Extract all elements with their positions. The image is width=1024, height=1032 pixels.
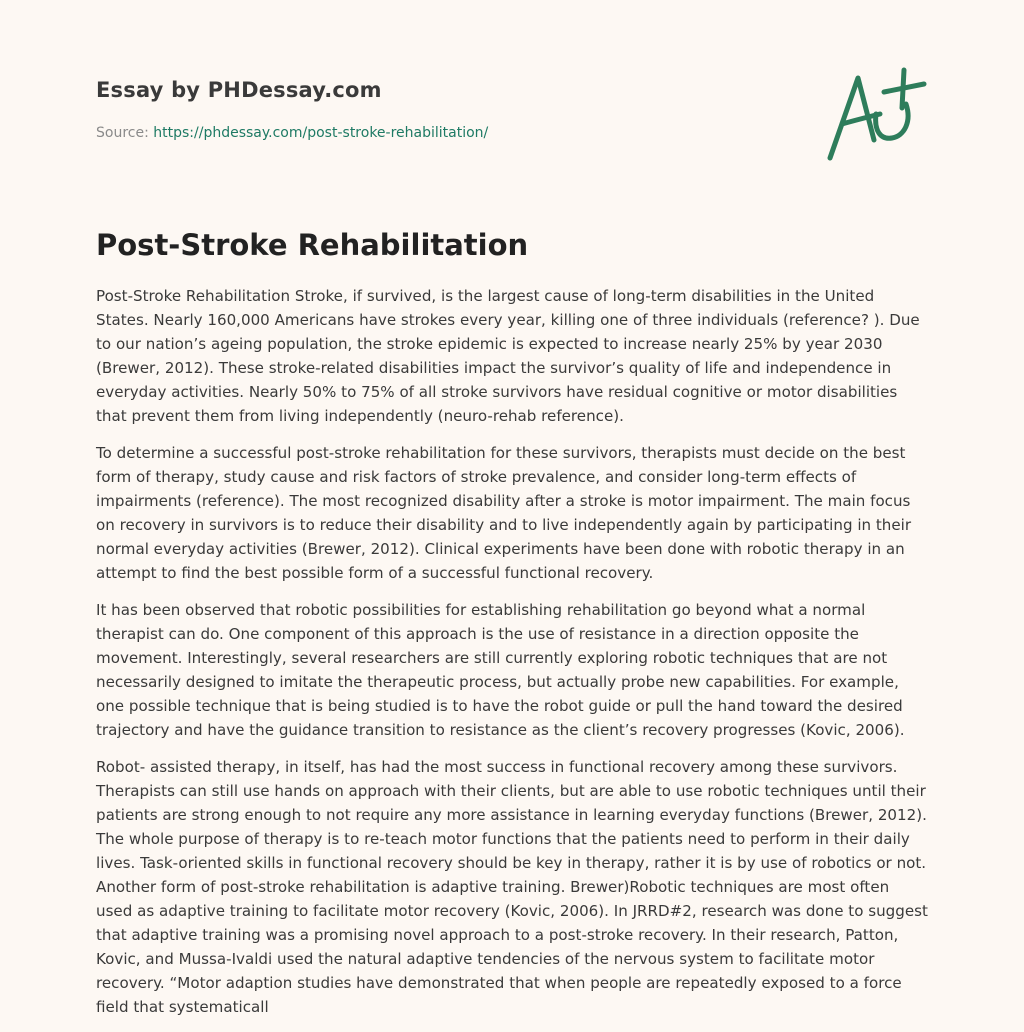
- paragraph: Post-Stroke Rehabilitation Stroke, if survived, is the largest cause of long-term disabilities in the United States. Nearly 160,000 Americans have strokes every year, killing one of three individuals (reference? ). Due to our nation’s ageing population, the stroke epidemic is expected to increase nearly 25% by year 2030 (Brewer, 2012). These stroke-related disabilities impact the survivor’s quality of life and independence in everyday activities. Nearly 50% to 75% of all stroke survivors have residual cognitive or motor disabilities that prevent them from living independently (neuro-rehab reference).: [96, 287, 920, 425]
- a-plus-logo: [822, 64, 932, 168]
- paragraph: To determine a successful post-stroke rehabilitation for these survivors, therapists must decide on the best form of therapy, study cause and risk factors of stroke prevalence, and consider long-term effects of impairments (reference). The most recognized disability after a stroke is motor impairment. The main focus on recovery in survivors is to reduce their disability and to live independently again by participating in their normal everyday activities (Brewer, 2012). Clinical experiments have been done with robotic therapy in an attempt to find the best possible form of a successful functional recovery.: [96, 444, 912, 582]
- essay-header: [96, 76, 796, 143]
- essay-body: [96, 284, 928, 1032]
- paragraph: It has been observed that robotic possibilities for establishing rehabilitation go beyond what a normal therapist can do. One component of this approach is the use of resistance in a direction opposite the movement. Interestingly, several researchers are still currently exploring robotic techniques that are not necessarily designed to imitate the therapeutic process, but actually probe new capabilities. For example, one possible technique that is being studied is to have the robot guide or pull the hand toward the desired trajectory and have the guidance transition to resistance as the client’s recovery progresses (Kovic, 2006).: [96, 601, 905, 739]
- source-label: Source:: [96, 125, 154, 141]
- source-link[interactable]: https://phdessay.com/post-stroke-rehabilitation/: [153, 125, 489, 141]
- paragraph: Robot- assisted therapy, in itself, has had the most success in functional recovery among these survivors. Therapists can still use hands on approach with their clients, but are able to use robotic techniques until their patients are strong enough to not require any more assistance in learning everyday functions (Brewer, 2012). The whole purpose of therapy is to re-teach motor functions that the patients need to perform in their daily lives. Task-oriented skills in functional recovery should be key in therapy, rather it is by use of robotics or not. Another form of post-stroke rehabilitation is adaptive training. Brewer)Robotic techniques are most often used as adaptive training to facilitate motor recovery (Kovic, 2006). In JRRD#2, research was done to suggest that adaptive training was a promising novel approach to a post-stroke recovery. In their research, Patton, Kovic, and Mussa-Ivaldi used the natural adaptive tendencies of the nervous system to facilitate motor recovery. “Motor adaption studies have demonstrated that when people are repeatedly exposed to a force field that systematicall: [96, 758, 928, 1016]
- a-plus-grade-icon: [822, 64, 932, 168]
- source-line: [96, 123, 796, 143]
- site-brand: Essay by PHDessay.com: [96, 78, 382, 102]
- essay-title: Post-Stroke Rehabilitation: [96, 228, 529, 262]
